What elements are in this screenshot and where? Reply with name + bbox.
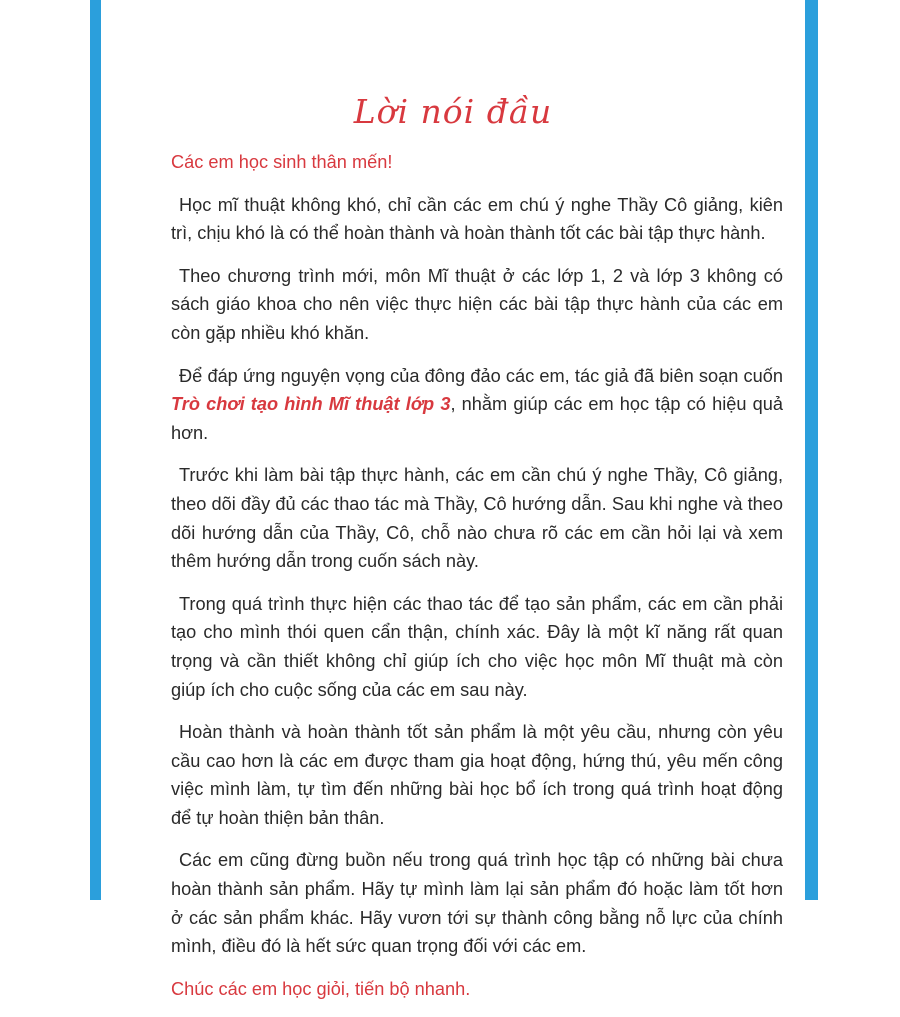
page-title: Lời nói đầu bbox=[353, 92, 553, 131]
book-page bbox=[101, 0, 805, 999]
right-margin bbox=[818, 0, 900, 900]
paragraph-3-after: , nhằm giúp các em học tập có hiệu quả hơn. bbox=[171, 394, 783, 443]
left-margin bbox=[0, 0, 90, 900]
greeting: Các em học sinh thân mến! bbox=[171, 152, 393, 172]
paragraph-4: Trước khi làm bài tập thực hành, các em cần chú ý nghe Thầy, Cô giảng, theo dõi đầy đủ các thao tác mà Thầy, Cô hướng dẫn. Sau khi nghe và theo dõi hướng dẫn của Thầy, Cô, chỗ nào chưa rõ các em cần hỏi lại và xem thêm hướng dẫn trong cuốn sách này. bbox=[171, 465, 783, 572]
paragraph-7: Các em cũng đừng buồn nếu trong quá trình học tập có những bài chưa hoàn thành sản phẩm. Hãy tự mình làm lại sản phẩm đó hoặc làm tốt hơn ở các sản phẩm khác. Hãy vươn tới sự thành công bằng nỗ lực của chính mình, điều đó là hết sức quan trọng đối với các em. bbox=[171, 850, 783, 957]
paragraph-2: Theo chương trình mới, môn Mĩ thuật ở các lớp 1, 2 và lớp 3 không có sách giáo khoa cho nên việc thực hiện các bài tập thực hành của các em còn gặp nhiều khó khăn. bbox=[171, 265, 783, 343]
paragraph-3 bbox=[171, 362, 783, 448]
paragraph-3-before: Để đáp ứng nguyện vọng của đông đảo các em, tác giả đã biên soạn cuốn bbox=[179, 365, 783, 386]
closing-wish: Chúc các em học giỏi, tiến bộ nhanh. bbox=[171, 978, 471, 999]
paragraph-5: Trong quá trình thực hiện các thao tác để tạo sản phẩm, các em cần phải tạo cho mình thói quen cẩn thận, chính xác. Đây là một kĩ năng rất quan trọng và cần thiết không chỉ giúp ích cho việc học môn Mĩ thuật mà còn giúp ích cho cuộc sống của các em sau này. bbox=[171, 593, 783, 700]
paragraph-6: Hoàn thành và hoàn thành tốt sản phẩm là một yêu cầu, nhưng còn yêu cầu cao hơn là các em được tham gia hoạt động, hứng thú, yêu mến công việc mình làm, tự tìm đến những bài học bổ ích trong quá trình hoạt động để tự hoàn thiện bản thân. bbox=[171, 722, 783, 828]
book-title: Trò chơi tạo hình Mĩ thuật lớp 3 bbox=[171, 394, 451, 415]
preface-body bbox=[171, 148, 783, 1017]
paragraph-1: Học mĩ thuật không khó, chỉ cần các em chú ý nghe Thầy Cô giảng, kiên trì, chịu khó là có thể hoàn thành và hoàn thành tốt các bài tập thực hành. bbox=[171, 194, 783, 244]
